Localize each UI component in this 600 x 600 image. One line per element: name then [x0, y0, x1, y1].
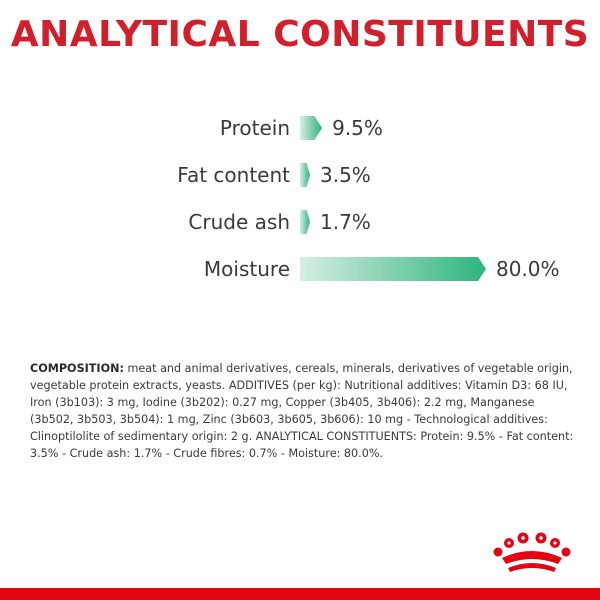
bar-fat-content: [300, 163, 310, 187]
constituents-bar-chart: [0, 100, 600, 300]
bar-moisture: [300, 257, 486, 281]
bar-crude-ash: [300, 210, 310, 234]
category-label-fat-content: Fat content: [177, 163, 290, 187]
page-title: ANALYTICAL CONSTITUENTS: [10, 14, 590, 55]
category-label-crude-ash: Crude ash: [188, 210, 290, 234]
value-label-fat-content: 3.5%: [320, 163, 371, 187]
bar-protein: [300, 116, 322, 140]
category-label-protein: Protein: [219, 116, 290, 140]
category-label-moisture: Moisture: [203, 257, 290, 281]
composition-text: [30, 360, 575, 462]
value-label-protein: 9.5%: [332, 116, 383, 140]
brand-bottom-bar: [0, 588, 600, 600]
brand-crown-logo: [490, 528, 574, 576]
composition-body: meat and animal derivatives, cereals, minerals, derivatives of vegetable origin, vegetable protein extracts, yeasts. ADDITIVES (per kg): Nutritional additives: Vitamin D3: 68 IU, Iron (3b103): 3 mg, Iodine (3b202): 0.27 mg, Copper (3b405, 3b406): 2.2 mg, Manganese (3b502, 3b503, 3b504): 1 mg, Zinc (3b603, 3b605, 3b606): 10 mg - Technological additives: Clinoptilolite of sedimentary origin: 2 g. ANALYTICAL CONSTITUENTS: Protein: 9.5% - Fat content: 3.5% - Crude ash: 1.7% - Crude fibres: 0.7% - Moisture: 80.0%.: [30, 362, 574, 460]
composition-heading: COMPOSITION:: [30, 362, 124, 375]
value-label-crude-ash: 1.7%: [320, 210, 371, 234]
value-label-moisture: 80.0%: [496, 257, 560, 281]
